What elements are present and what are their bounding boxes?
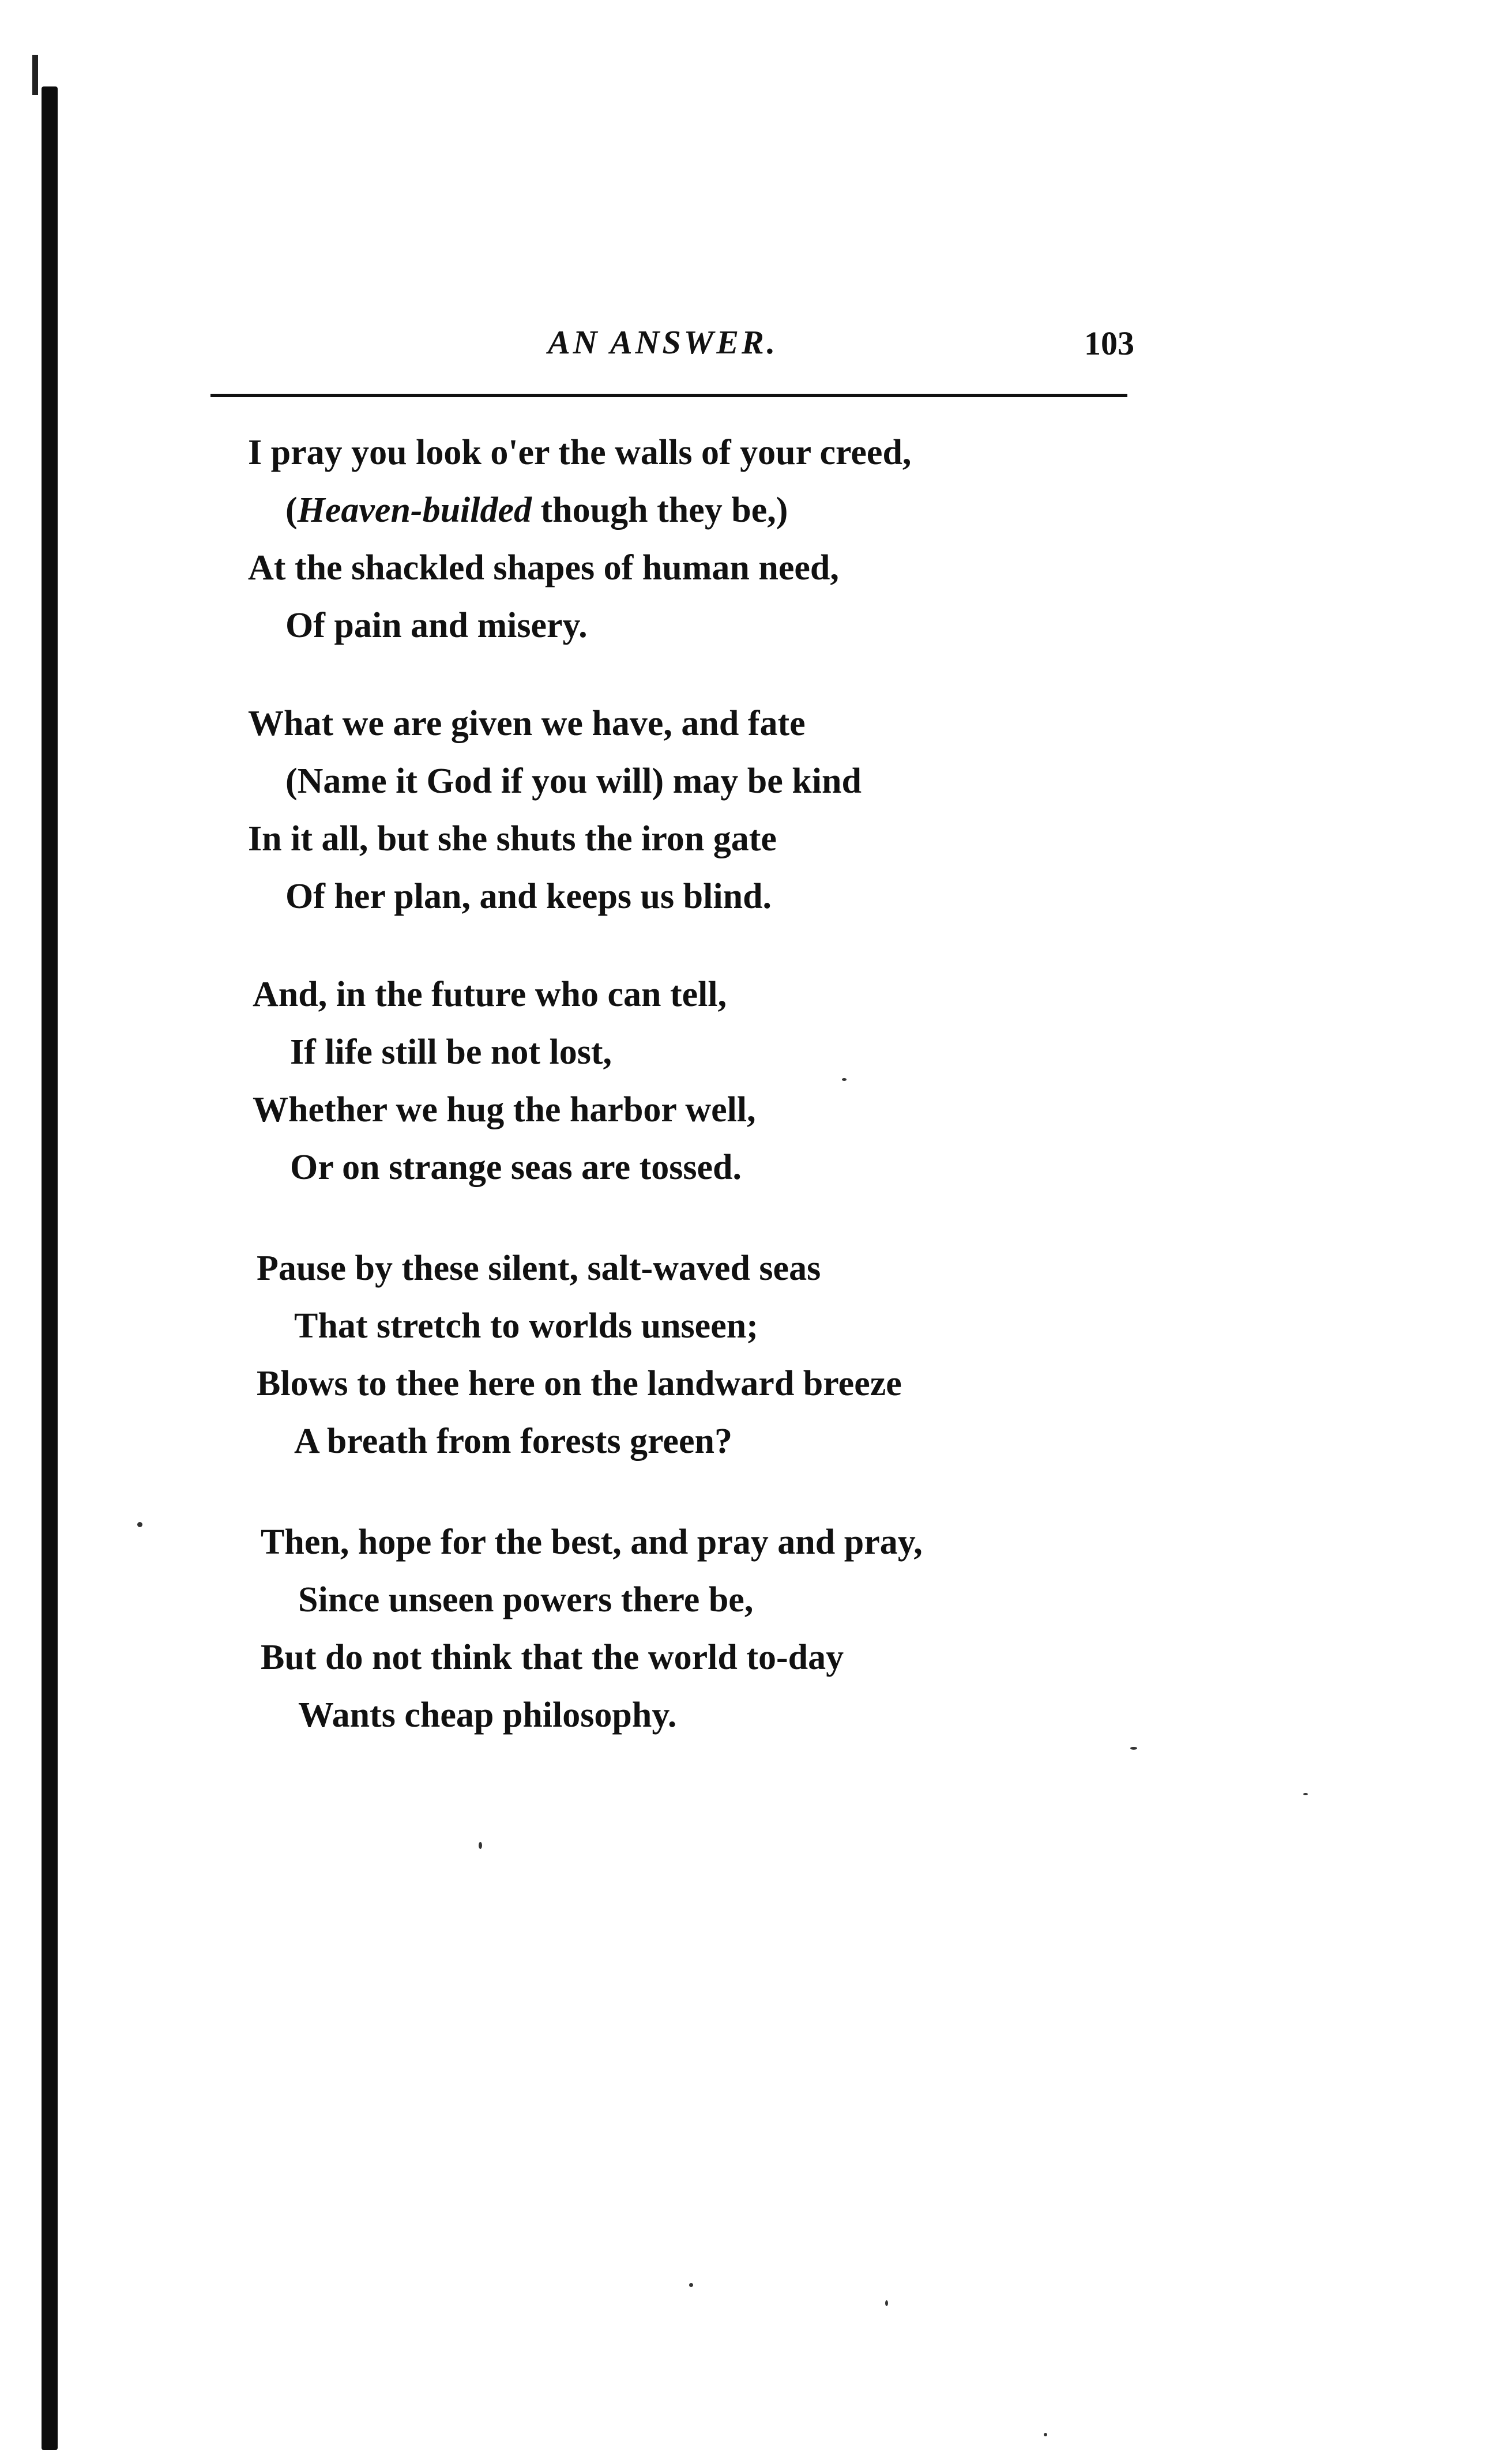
- stanza-4: [257, 1239, 902, 1470]
- scan-speck: [479, 1842, 482, 1849]
- poem-line: At the shackled shapes of human need,: [248, 548, 839, 587]
- poem-line: And, in the future who can tell,: [253, 975, 727, 1014]
- scan-speck: [1303, 1793, 1308, 1795]
- scan-speck: [137, 1522, 142, 1527]
- poem-line: What we are given we have, and fate: [248, 704, 806, 743]
- poem-line: Or on strange seas are tossed.: [290, 1148, 742, 1187]
- page-binding-edge: [42, 86, 58, 2450]
- poem-line: Of her plan, and keeps us blind.: [285, 877, 772, 916]
- page-number: 103: [1084, 325, 1134, 362]
- poem-line: (Name it God if you will) may be kind: [285, 762, 862, 801]
- poem-line: That stretch to worlds unseen;: [294, 1306, 758, 1346]
- poem-line: Whether we hug the harbor well,: [253, 1090, 756, 1129]
- poem-line: Then, hope for the best, and pray and pray,: [261, 1523, 923, 1562]
- scan-speck: [842, 1078, 847, 1081]
- poem-line: Of pain and misery.: [285, 606, 588, 645]
- running-title: AN ANSWER.: [548, 323, 778, 361]
- poem-line: Since unseen powers there be,: [298, 1580, 754, 1619]
- scan-speck: [885, 2300, 888, 2306]
- poem-line: But do not think that the world to-day: [261, 1638, 844, 1677]
- poem-line: A breath from forests green?: [294, 1422, 732, 1461]
- poem-line: In it all, but she shuts the iron gate: [248, 819, 777, 858]
- stanza-1: [248, 424, 911, 654]
- page-binding-mark: [32, 55, 38, 95]
- poem-line: If life still be not lost,: [290, 1033, 612, 1072]
- poem-line: Wants cheap philosophy.: [298, 1696, 677, 1735]
- poem-line: Blows to thee here on the landward breeze: [257, 1364, 902, 1403]
- italic-phrase: Heaven-builded: [297, 491, 532, 530]
- poem-line: I pray you look o'er the walls of your creed,: [248, 433, 912, 472]
- scan-speck: [1130, 1747, 1137, 1750]
- poem-line: Pause by these silent, salt-waved seas: [257, 1249, 821, 1288]
- stanza-2: [248, 695, 862, 925]
- stanza-3: [253, 966, 756, 1196]
- poem-line: (Heaven-builded though they be,): [285, 491, 788, 530]
- scan-speck: [1044, 2433, 1047, 2436]
- header-rule: [210, 394, 1127, 397]
- scan-speck: [689, 2283, 693, 2287]
- stanza-5: [261, 1513, 923, 1744]
